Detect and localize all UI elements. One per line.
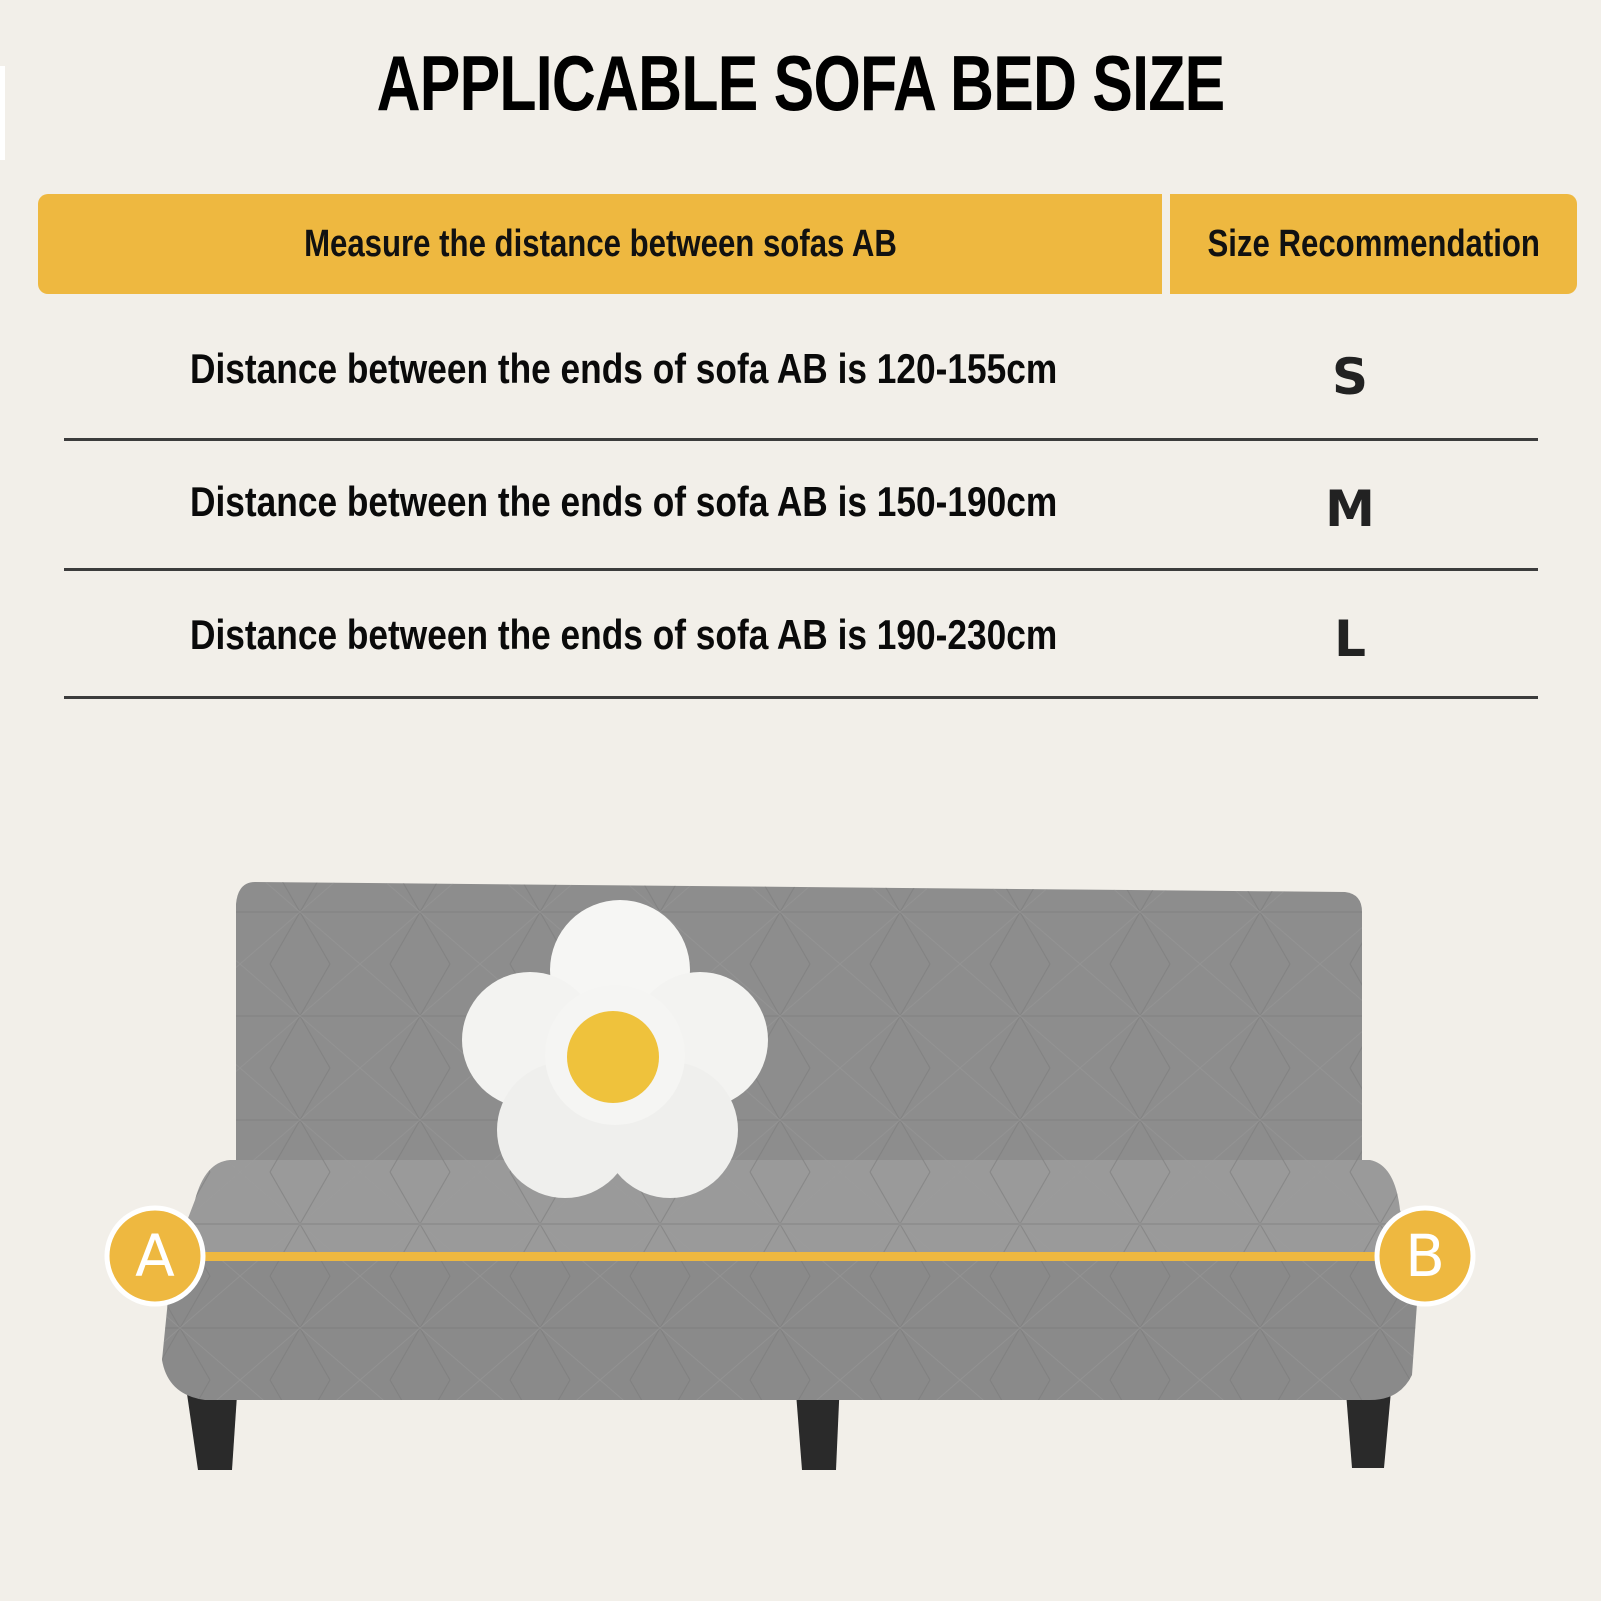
marker-a-label: A	[135, 1222, 175, 1290]
front-texture	[162, 1260, 1420, 1400]
table-header-measurement	[38, 194, 1162, 294]
row-2-size: M	[1325, 480, 1375, 538]
page-title: APPLICABLE SOFA BED SIZE	[376, 39, 1225, 127]
row-3-size: L	[1334, 610, 1366, 668]
row-divider	[64, 696, 1538, 699]
pillow-center	[567, 1011, 659, 1103]
header-size-label: Size Recommendation	[1207, 222, 1540, 265]
row-3-measurement: Distance between the ends of sofa AB is 190-230cm	[190, 611, 1058, 658]
edge-mark	[0, 66, 5, 160]
marker-b	[1377, 1208, 1473, 1304]
table-header-size	[1170, 194, 1577, 294]
row-divider	[64, 438, 1538, 441]
marker-a	[107, 1208, 203, 1304]
header-measurement-label: Measure the distance between sofas AB	[303, 222, 897, 265]
backrest-texture	[236, 882, 1362, 1180]
row-1-measurement: Distance between the ends of sofa AB is 120-155cm	[190, 345, 1058, 392]
measure-line	[190, 1252, 1420, 1261]
row-divider	[64, 568, 1538, 571]
marker-b-label: B	[1405, 1222, 1445, 1290]
row-2-measurement: Distance between the ends of sofa AB is 150-190cm	[190, 478, 1058, 525]
row-1-size: S	[1331, 348, 1368, 406]
seat-texture	[172, 1160, 1420, 1260]
sofa-illustration	[0, 860, 1601, 1480]
